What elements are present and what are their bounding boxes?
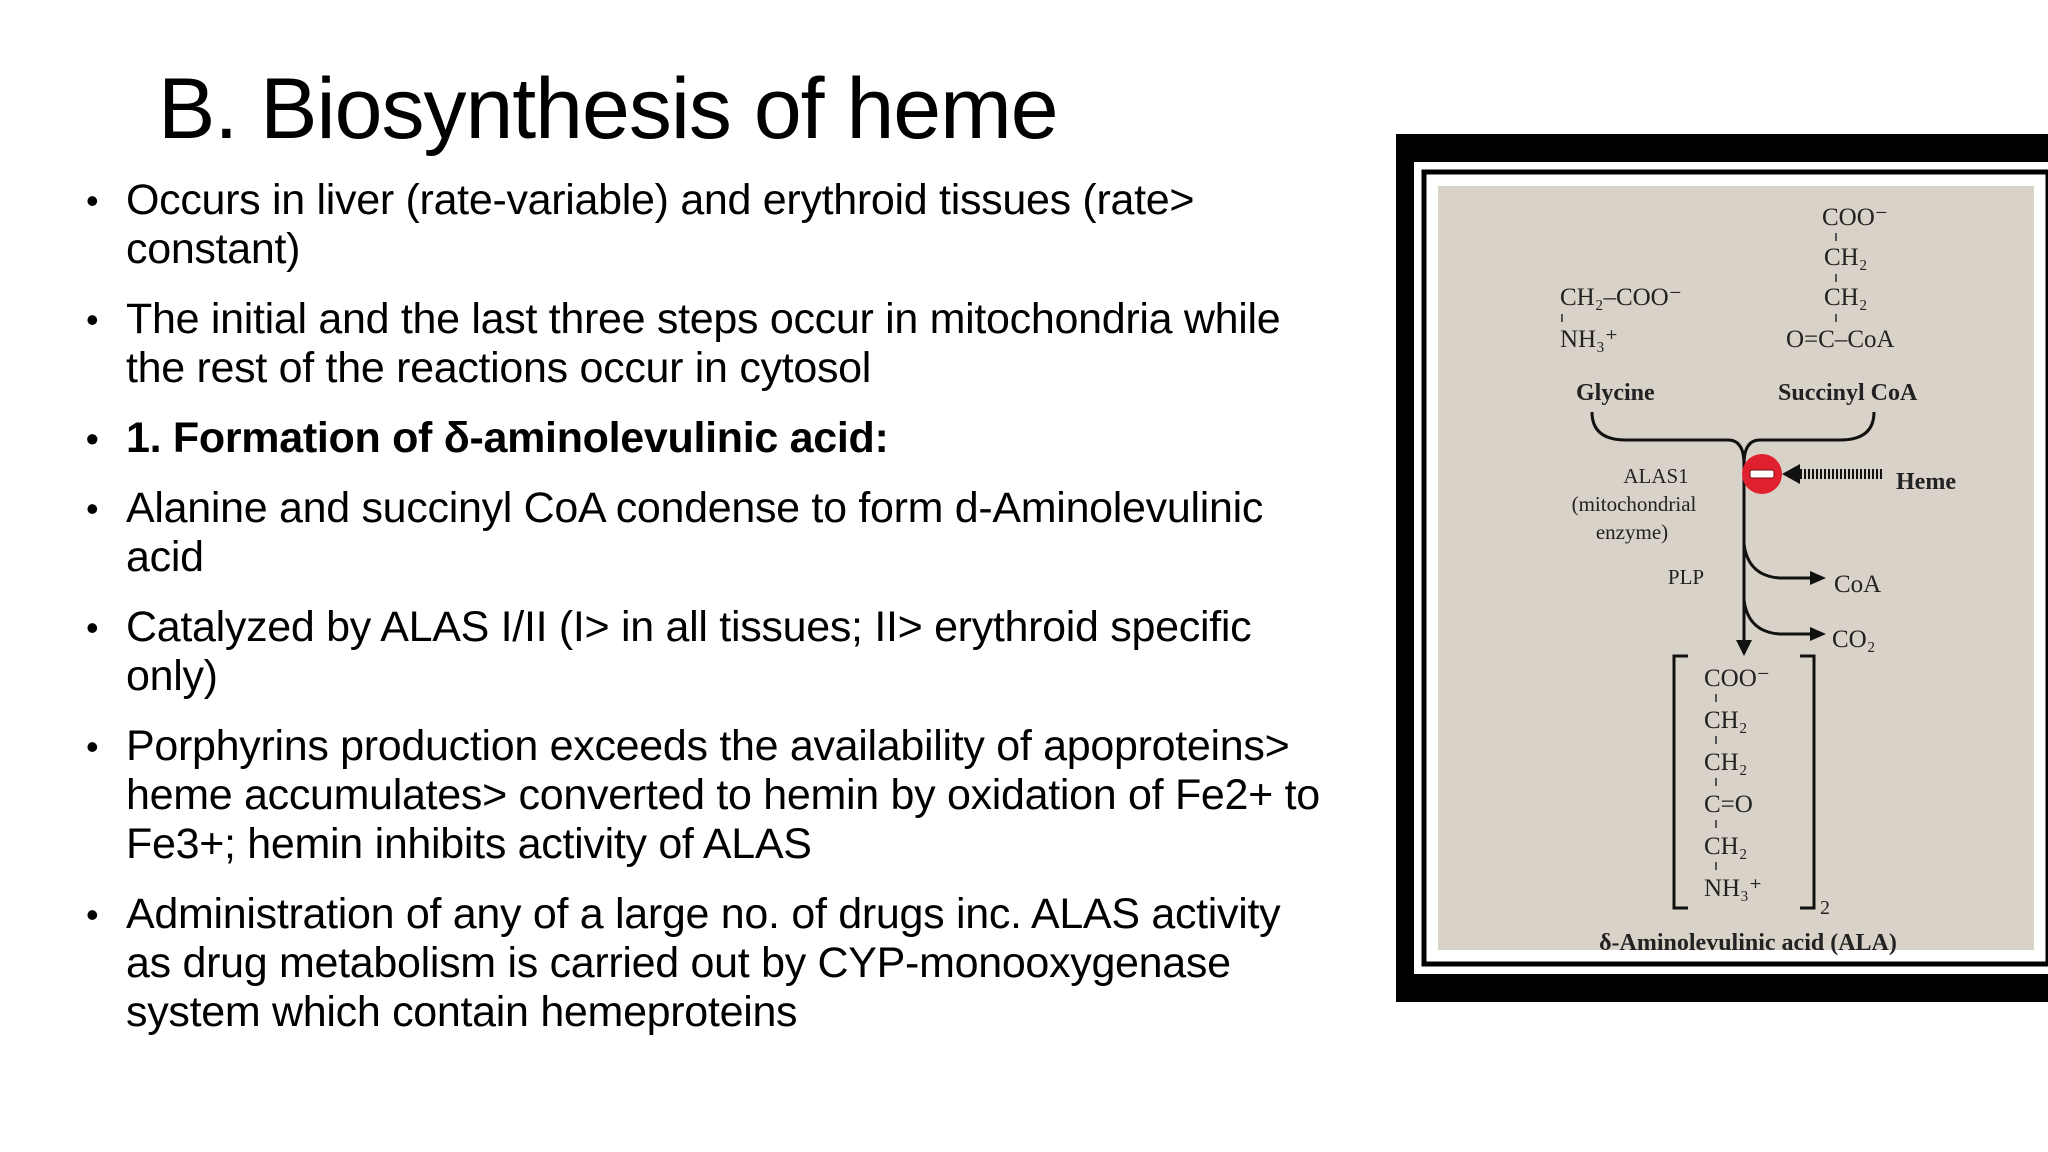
bullet-text: Occurs in liver (rate-variable) and erythroid tissues (rate> constant)	[126, 176, 1195, 273]
co2-product-label: CO₂	[1832, 626, 1876, 653]
bullet-dot: •	[86, 607, 99, 648]
bullet-dot: •	[86, 418, 99, 459]
succinyl-formula-line: CH₂	[1824, 244, 1868, 271]
bullet-item	[86, 176, 1336, 274]
enzyme-label-line: enzyme)	[1595, 520, 1669, 544]
bullet-dot: •	[86, 299, 99, 340]
ala-bracket-subscript: 2	[1820, 897, 1830, 919]
ala-label: δ-Aminolevulinic acid (ALA)	[1599, 930, 1897, 956]
ala-formula-line: C=O	[1704, 791, 1753, 818]
succinyl-formula-line: O=C–CoA	[1786, 326, 1895, 353]
minus-icon	[1750, 470, 1774, 478]
ala-formula-line: CH₂	[1704, 707, 1748, 734]
plp-label: PLP	[1667, 565, 1705, 589]
bullet-dot: •	[86, 726, 99, 767]
coa-product-label: CoA	[1834, 571, 1882, 598]
ala-synthesis-figure	[1396, 134, 2048, 1002]
ala-synthesis-diagram	[1396, 134, 2048, 1002]
succinyl-label: Succinyl CoA	[1778, 380, 1918, 406]
bullet-dot: •	[86, 894, 99, 935]
bullet-text: The initial and the last three steps occur in mitochondria while the rest of the reactions occur in cytosol	[126, 295, 1281, 392]
bullet-item	[86, 890, 1336, 1037]
bullet-dot: •	[86, 180, 99, 221]
enzyme-label-line: (mitochondrial	[1571, 492, 1697, 516]
bullet-text: Porphyrins production exceeds the availability of apoproteins> heme accumulates> converted to hemin by oxidation of Fe2+ to Fe3+; hemin inhibits activity of ALAS	[126, 722, 1320, 868]
enzyme-label-line: ALAS1	[1623, 464, 1689, 488]
bullet-text: 1. Formation of δ-aminolevulinic acid:	[126, 414, 889, 462]
bullet-item	[86, 484, 1336, 582]
bullet-text: Administration of any of a large no. of drugs inc. ALAS activity as drug metabolism is carried out by CYP-monooxygenase system which contain hemeproteins	[126, 890, 1281, 1036]
ala-formula-line: CH₂	[1704, 833, 1748, 860]
bullet-list	[86, 176, 1336, 1058]
succinyl-formula-line: COO⁻	[1822, 204, 1888, 231]
bullet-item	[86, 603, 1336, 701]
bullet-item	[86, 722, 1336, 869]
bullet-text: Alanine and succinyl CoA condense to form d-Aminolevulinic acid	[126, 484, 1264, 581]
bullet-dot: •	[86, 488, 99, 529]
heme-label: Heme	[1896, 469, 1956, 495]
ala-formula-line: CH₂	[1704, 749, 1748, 776]
bullet-item-heading	[86, 414, 1336, 463]
ala-formula-line: NH₃⁺	[1704, 875, 1763, 902]
ala-formula-line: COO⁻	[1704, 665, 1770, 692]
slide-title: B. Biosynthesis of heme	[158, 61, 1058, 157]
glycine-formula-line: CH₂–COO⁻	[1560, 284, 1682, 311]
glycine-label: Glycine	[1576, 380, 1655, 406]
bullet-item	[86, 295, 1336, 393]
succinyl-formula-line: CH₂	[1824, 284, 1868, 311]
bullet-text: Catalyzed by ALAS I/II (I> in all tissues; II> erythroid specific only)	[126, 603, 1252, 700]
glycine-formula-line: NH₃⁺	[1560, 326, 1619, 353]
